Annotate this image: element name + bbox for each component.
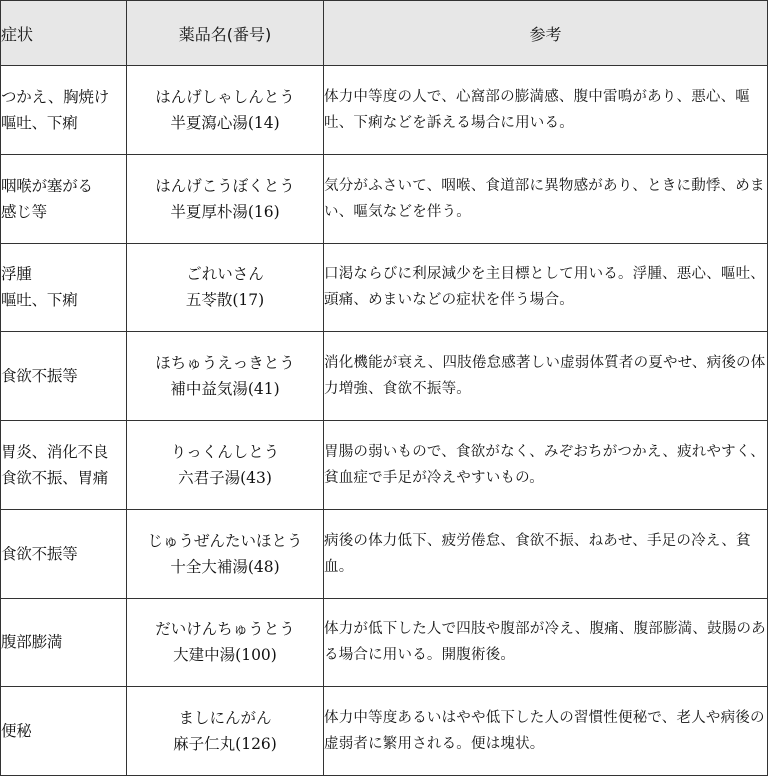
symptom-cell (1, 154, 127, 243)
table-row (1, 243, 768, 332)
drug-kana: ましにんがん (178, 709, 272, 728)
symptom-cell (1, 687, 127, 776)
symptom-cell (1, 509, 127, 598)
drug-kana: じゅうぜんたいほとう (147, 531, 303, 550)
symptom-line: 嘔吐、下痢 (1, 113, 78, 132)
symptom-line: つかえ、胸焼け (1, 87, 110, 106)
drug-name: 十全大補湯(48) (170, 557, 280, 576)
table-row (1, 509, 768, 598)
symptom-line: 胃炎、消化不良 (1, 442, 109, 461)
header-row (1, 1, 768, 66)
drug-name: 六君子湯(43) (178, 468, 272, 487)
symptom-line: 食欲不振、胃痛 (1, 468, 109, 487)
reference-cell: 体力が低下した人で四肢や腹部が冷え、腹痛、腹部膨満、鼓腸のある場合に用いる。開腹術後。 (324, 598, 768, 687)
drug-name: 半夏瀉心湯(14) (170, 113, 280, 132)
reference-cell: 消化機能が衰え、四肢倦怠感著しい虚弱体質者の夏やせ、病後の体力増強、食欲不振等。 (324, 332, 768, 421)
table-row (1, 687, 768, 776)
table-row (1, 598, 768, 687)
symptom-cell (1, 66, 127, 155)
symptom-line: 食欲不振等 (1, 367, 78, 386)
symptom-line: 浮腫 (1, 265, 32, 284)
table-row (1, 154, 768, 243)
reference-cell: 体力中等度の人で、心窩部の膨満感、腹中雷鳴があり、悪心、嘔吐、下痢などを訴える場合に用いる。 (324, 66, 768, 155)
symptom-cell (1, 421, 127, 510)
symptom-line: 腹部膨満 (1, 633, 63, 652)
table-header (1, 1, 768, 66)
drug-cell (127, 509, 324, 598)
drug-kana: ごれいさん (186, 265, 264, 284)
symptom-line: 食欲不振等 (1, 544, 78, 563)
drug-name: 麻子仁丸(126) (173, 735, 277, 754)
table-row (1, 66, 768, 155)
drug-kana: はんげこうぼくとう (155, 176, 295, 195)
drug-cell (127, 66, 324, 155)
drug-name: 五苓散(17) (185, 291, 265, 310)
drug-kana: りっくんしとう (170, 442, 280, 461)
drug-kana: ほちゅうえっきとう (155, 354, 295, 373)
symptom-line: 便秘 (1, 722, 32, 741)
drug-cell (127, 598, 324, 687)
drug-cell (127, 332, 324, 421)
drug-cell (127, 243, 324, 332)
header-reference: 参考 (324, 1, 768, 66)
symptom-cell (1, 598, 127, 687)
table-row (1, 421, 768, 510)
drug-name: 半夏厚朴湯(16) (170, 202, 280, 221)
symptom-line: 感じ等 (1, 202, 47, 221)
reference-cell: 口渇ならびに利尿減少を主目標として用いる。浮腫、悪心、嘔吐、頭痛、めまいなどの症状を伴う場合。 (324, 243, 768, 332)
header-symptom: 症状 (1, 1, 127, 66)
table-body (1, 66, 768, 776)
drug-cell (127, 154, 324, 243)
reference-cell: 病後の体力低下、疲労倦怠、食欲不振、ねあせ、手足の冷え、貧血。 (324, 509, 768, 598)
drug-kana: はんげしゃしんとう (155, 87, 295, 106)
symptom-cell (1, 243, 127, 332)
symptom-line: 咽喉が塞がる (1, 176, 93, 195)
drug-cell (127, 687, 324, 776)
drug-cell (127, 421, 324, 510)
table-row (1, 332, 768, 421)
symptom-line: 嘔吐、下痢 (1, 291, 78, 310)
drug-kana: だいけんちゅうとう (155, 620, 295, 639)
reference-cell: 体力中等度あるいはやや低下した人の習慣性便秘で、老人や病後の虚弱者に繁用される。便は塊状。 (324, 687, 768, 776)
reference-cell: 胃腸の弱いもので、食欲がなく、みぞおちがつかえ、疲れやすく、貧血症で手足が冷えやすいもの。 (324, 421, 768, 510)
header-drug: 薬品名(番号) (127, 1, 324, 66)
drug-name: 大建中湯(100) (173, 646, 277, 665)
symptom-cell (1, 332, 127, 421)
reference-cell: 気分がふさいて、咽喉、食道部に異物感があり、ときに動悸、めまい、嘔気などを伴う。 (324, 154, 768, 243)
drug-name: 補中益気湯(41) (170, 380, 280, 399)
